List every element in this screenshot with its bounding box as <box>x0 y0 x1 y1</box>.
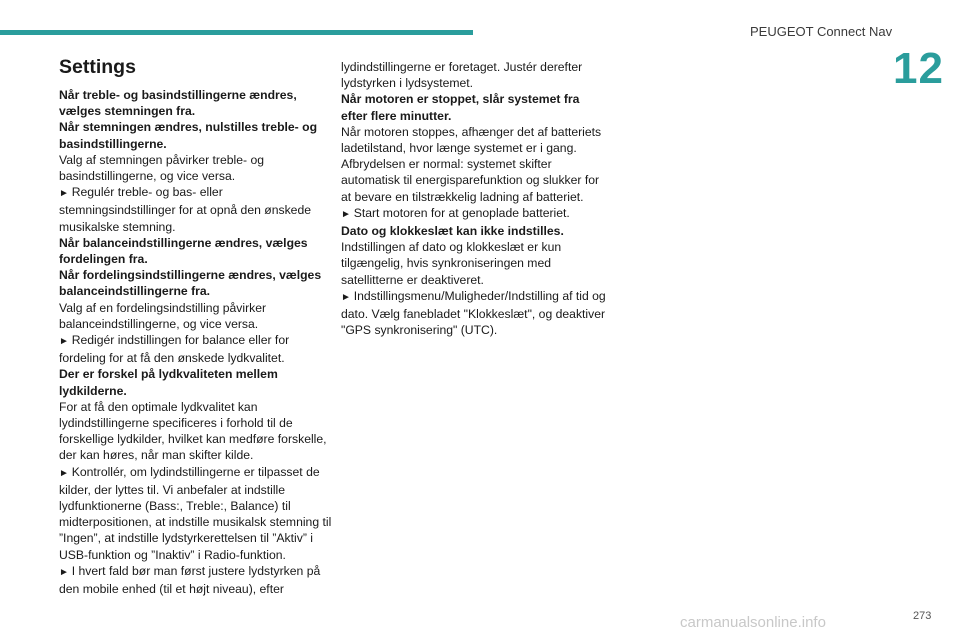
paragraph: Indstillingen af dato og klokkeslæt er kun tilgængelig, hvis synkroniseringen med satellitterne er deaktiveret. <box>341 240 562 287</box>
bold-paragraph: Dato og klokkeslæt kan ikke indstilles. <box>341 224 564 239</box>
right-column <box>341 59 607 338</box>
bold-paragraph: Der er forskel på lydkvaliteten mellem lydkilderne. <box>59 367 278 398</box>
paragraph: For at få den optimale lydkvalitet kan lydindstillingerne specificeres i forhold til de forskellige lydkilder, hvilket kan medføre forskelle, der kan høres, når man skifter kilde. <box>59 399 327 463</box>
header-title: PEUGEOT Connect Nav <box>750 24 893 39</box>
bullet-paragraph: ► Start motoren for at genoplade batteriet. <box>341 205 607 223</box>
bold-paragraph: Når balanceindstillingerne ændres, vælges fordelingen fra. <box>59 235 308 267</box>
paragraph: Når motoren stoppes, afhænger det af batteriets ladetilstand, hvor længe systemet er i gang. <box>341 124 602 156</box>
bullet-paragraph: ► I hvert fald bør man først justere lydstyrken på den mobile enhed (til et højt niveau), efter <box>59 563 333 597</box>
bullet-paragraph: ► Redigér indstillingen for balance eller for fordeling for at få den ønskede lydkvalitet. <box>59 332 333 366</box>
paragraph: Afbrydelsen er normal: systemet skifter automatisk til energisparefunktion og slukker for at bevare en tilstrækkelig ladning af batteriet. <box>341 157 600 204</box>
bold-paragraph: Når stemningen ændres, nulstilles treble- og basindstillingerne. <box>59 120 318 151</box>
bullet-paragraph: ► Regulér treble- og bas- eller stemningsindstillinger for at opnå den ønskede musikalske stemning. <box>59 184 333 235</box>
section-title: Settings <box>59 56 136 78</box>
bold-paragraph: Når treble- og basindstillingerne ændres, vælges stemningen fra. <box>59 88 297 119</box>
right-paragraphs <box>341 59 607 338</box>
bullet-paragraph: ► Kontrollér, om lydindstillingerne er tilpasset de kilder, der lyttes til. Vi anbefaler at indstille lydfunktionerne (Bass:, Treble:, Balance) til midterpositionen, at indstille musikalsk stemning til ”Ingen”, at indstille lydstyrkerettelsen til ”Aktiv” i USB-funktion og ”Inaktiv” i Radio-funktion. <box>59 464 333 563</box>
header-accent-bar <box>0 30 473 35</box>
paragraph: Valg af stemningen påvirker treble- og basindstillingerne, og vice versa. <box>59 152 265 184</box>
chapter-number: 12 <box>893 44 944 93</box>
paragraph: lydindstillingerne er foretaget. Justér derefter lydstyrken i lydsystemet. <box>341 60 583 91</box>
bold-paragraph: Når motoren er stoppet, slår systemet fra efter flere minutter. <box>341 92 580 123</box>
bullet-paragraph: ► Indstillingsmenu/Muligheder/Indstilling af tid og dato. Vælg fanebladet "Klokkeslæt", og deaktiver "GPS synkronisering" (UTC). <box>341 288 607 339</box>
left-column <box>59 56 333 597</box>
left-paragraphs <box>59 87 333 597</box>
watermark: carmanualsonline.info <box>680 614 826 631</box>
bold-paragraph: Når fordelingsindstillingerne ændres, vælges balanceindstillingerne fra. <box>59 268 322 299</box>
page-number: 273 <box>913 610 932 622</box>
paragraph: Valg af en fordelingsindstilling påvirker balanceindstillingerne, og vice versa. <box>59 300 267 331</box>
